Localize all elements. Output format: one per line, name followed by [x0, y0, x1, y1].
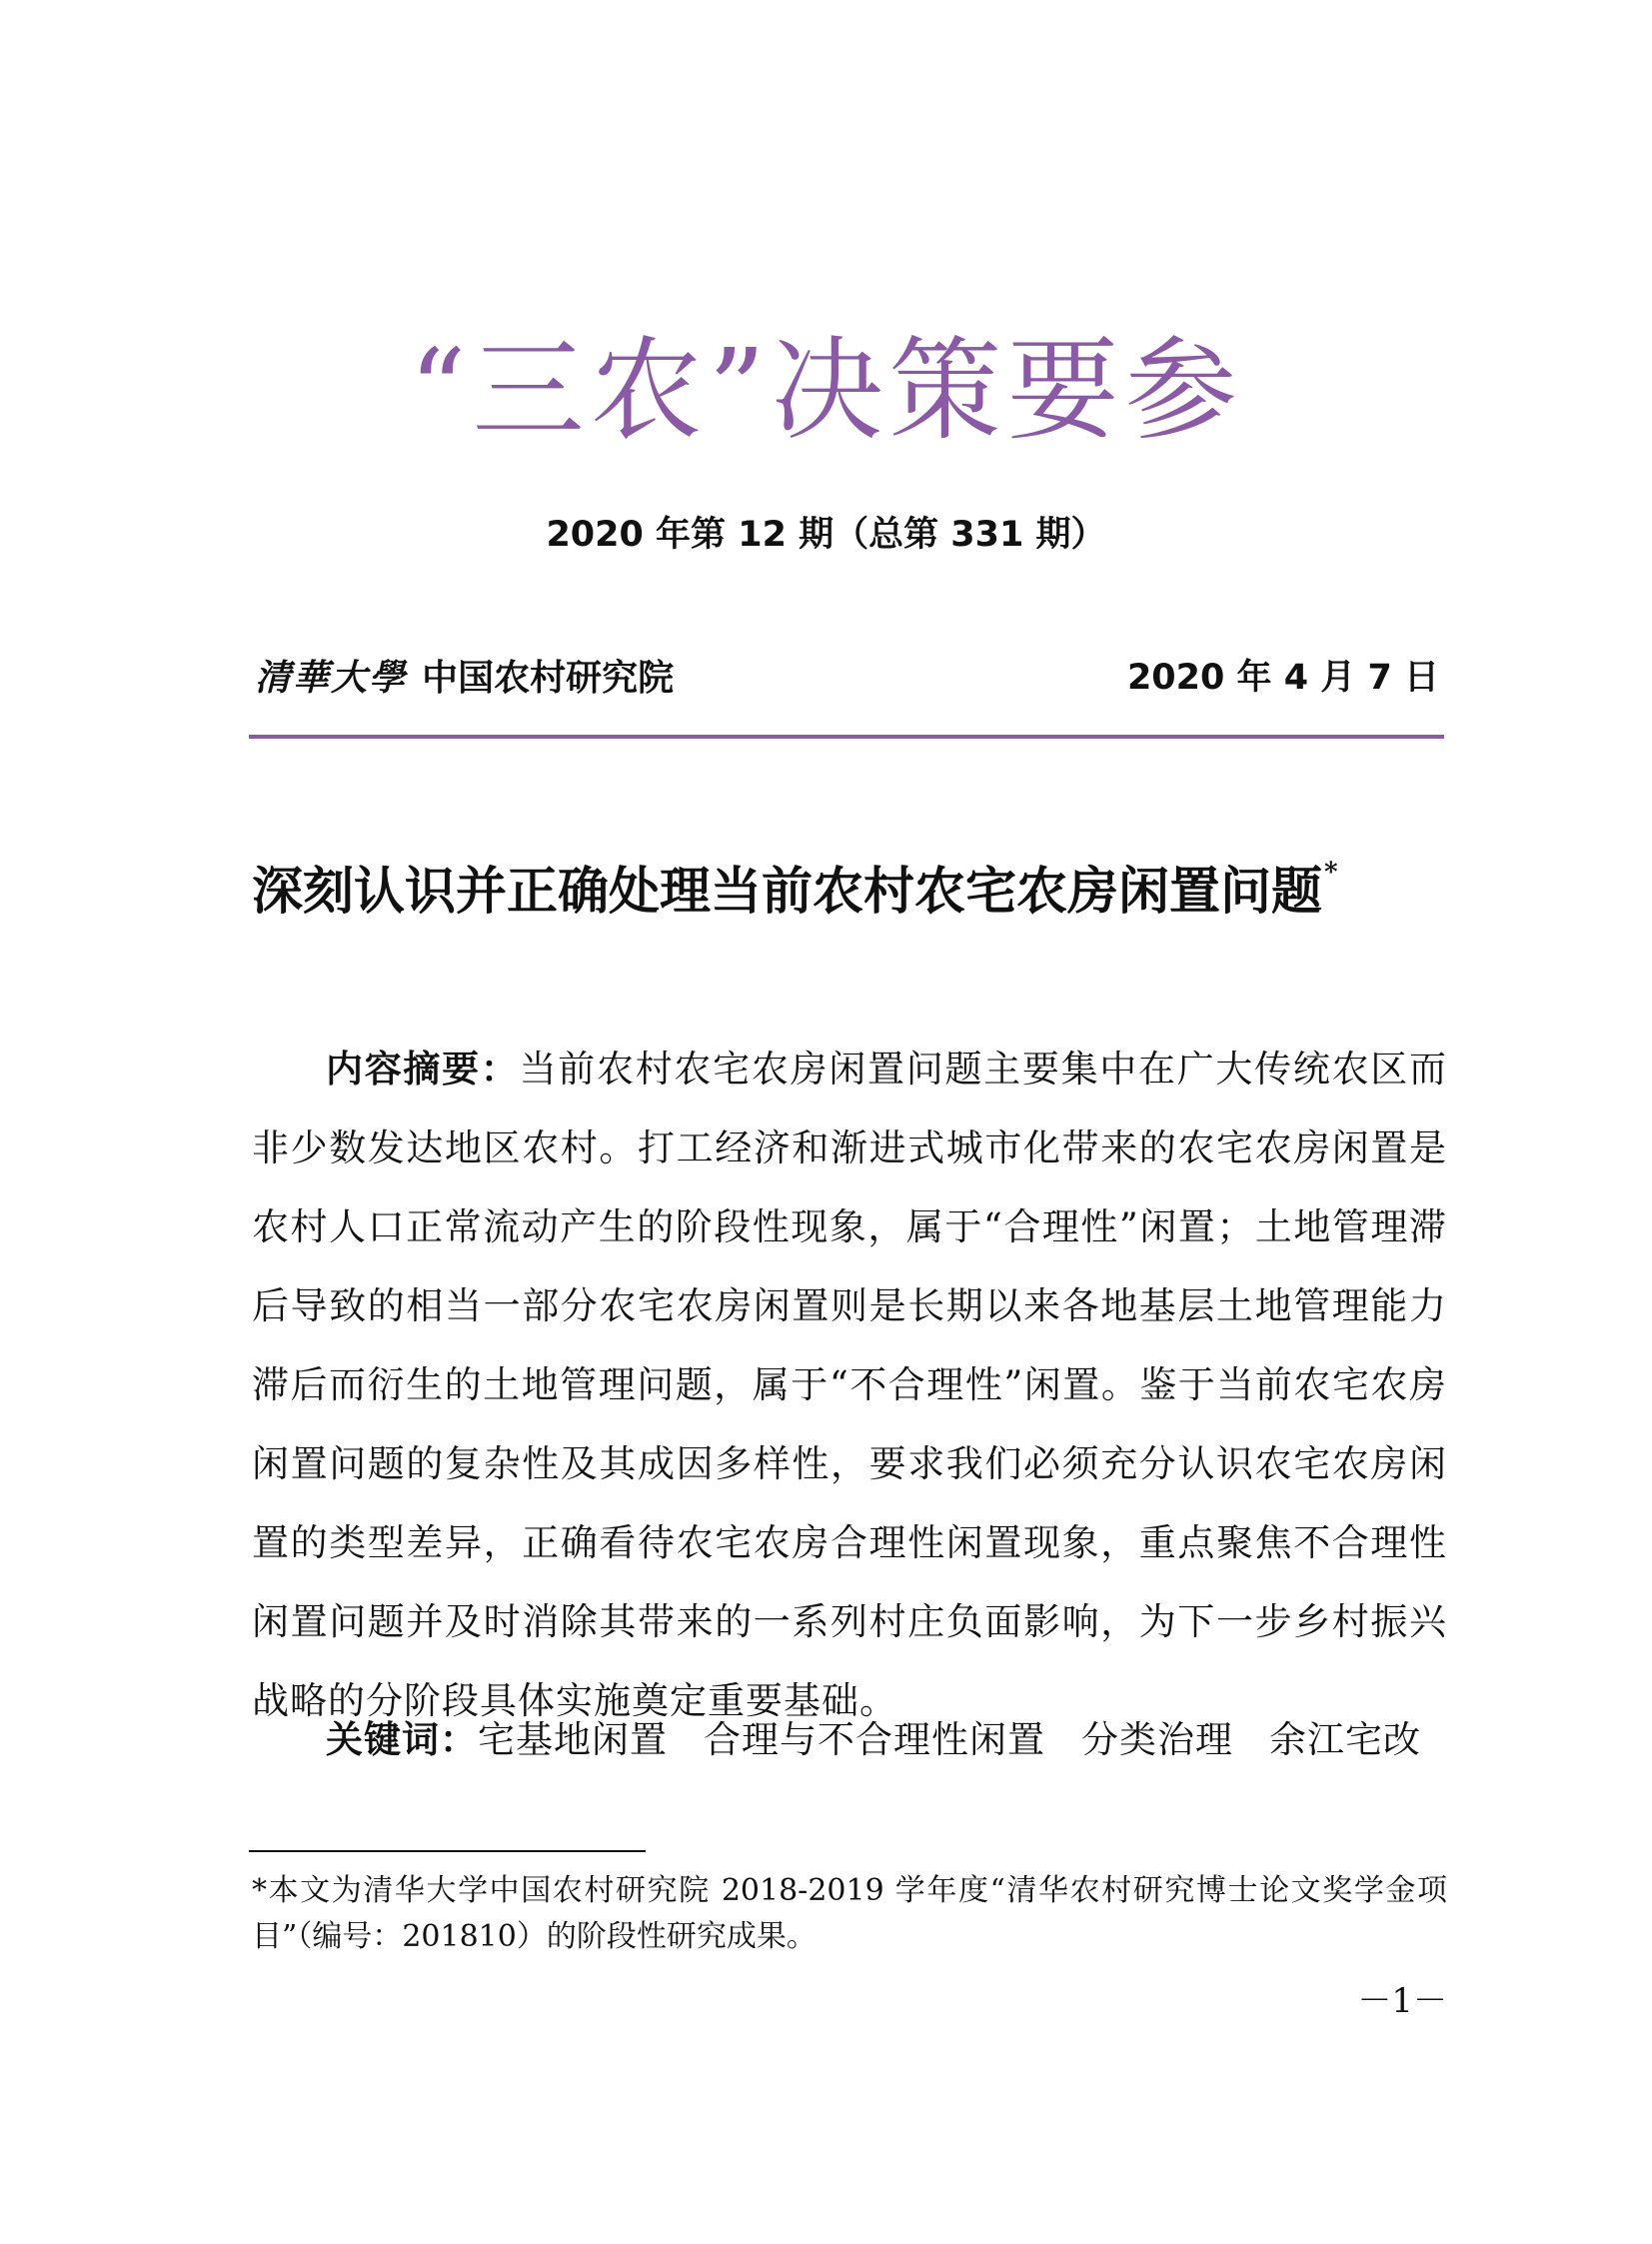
abstract — [252, 1030, 1447, 1740]
institute-name: 中国农村研究院 — [422, 658, 675, 699]
keywords — [326, 1718, 1421, 1761]
keywords-label: 关键词： — [326, 1718, 478, 1761]
page-number: －1－ — [1357, 1981, 1447, 2021]
publication-date: 2020 年 4 月 7 日 — [1126, 658, 1439, 698]
keyword: 宅基地闲置 — [478, 1718, 668, 1761]
keyword: 合理与不合理性闲置 — [704, 1718, 1045, 1761]
article-title — [252, 858, 1338, 922]
keyword: 余江宅改 — [1269, 1718, 1421, 1761]
issue-number: 2020 年第 12 期（总第 331 期） — [546, 515, 1106, 555]
footnote-marker: * — [1324, 858, 1338, 888]
publication-masthead: “三农”决策要参 — [409, 326, 1243, 456]
article-title-text: 深刻认识并正确处理当前农村农宅农房闲置问题 — [252, 862, 1323, 922]
university-logo-text: 清華大學 — [255, 657, 408, 699]
abstract-label: 内容摘要： — [326, 1048, 520, 1091]
abstract-text: 当前农村农宅农房闲置问题主要集中在广大传统农区而非少数发达地区农村。打工经济和渐进式城市化带来的农宅农房闲置是农村人口正常流动产生的阶段性现象，属于“合理性”闲置；土地管理滞后导致的相当一部分农宅农房闲置则是长期以来各地基层土地管理能力滞后而衍生的土地管理问题，属于“不合理性”闲置。鉴于当前农宅农房闲置问题的复杂性及其成因多样性，要求我们必须充分认识农宅农房闲置的类型差异，正确看待农宅农房合理性闲置现象，重点聚焦不合理性闲置问题并及时消除其带来的一系列村庄负面影响，为下一步乡村振兴战略的分阶段具体实施奠定重要基础。 — [252, 1048, 1448, 1722]
header-divider — [249, 735, 1444, 739]
publisher — [255, 657, 675, 699]
footnote-divider — [249, 1850, 646, 1852]
keyword: 分类治理 — [1081, 1718, 1233, 1761]
footnote: *本文为清华大学中国农村研究院 2018-2019 学年度“清华农村研究博士论文奖学金项目”（编号：201810）的阶段性研究成果。 — [252, 1873, 1447, 1954]
